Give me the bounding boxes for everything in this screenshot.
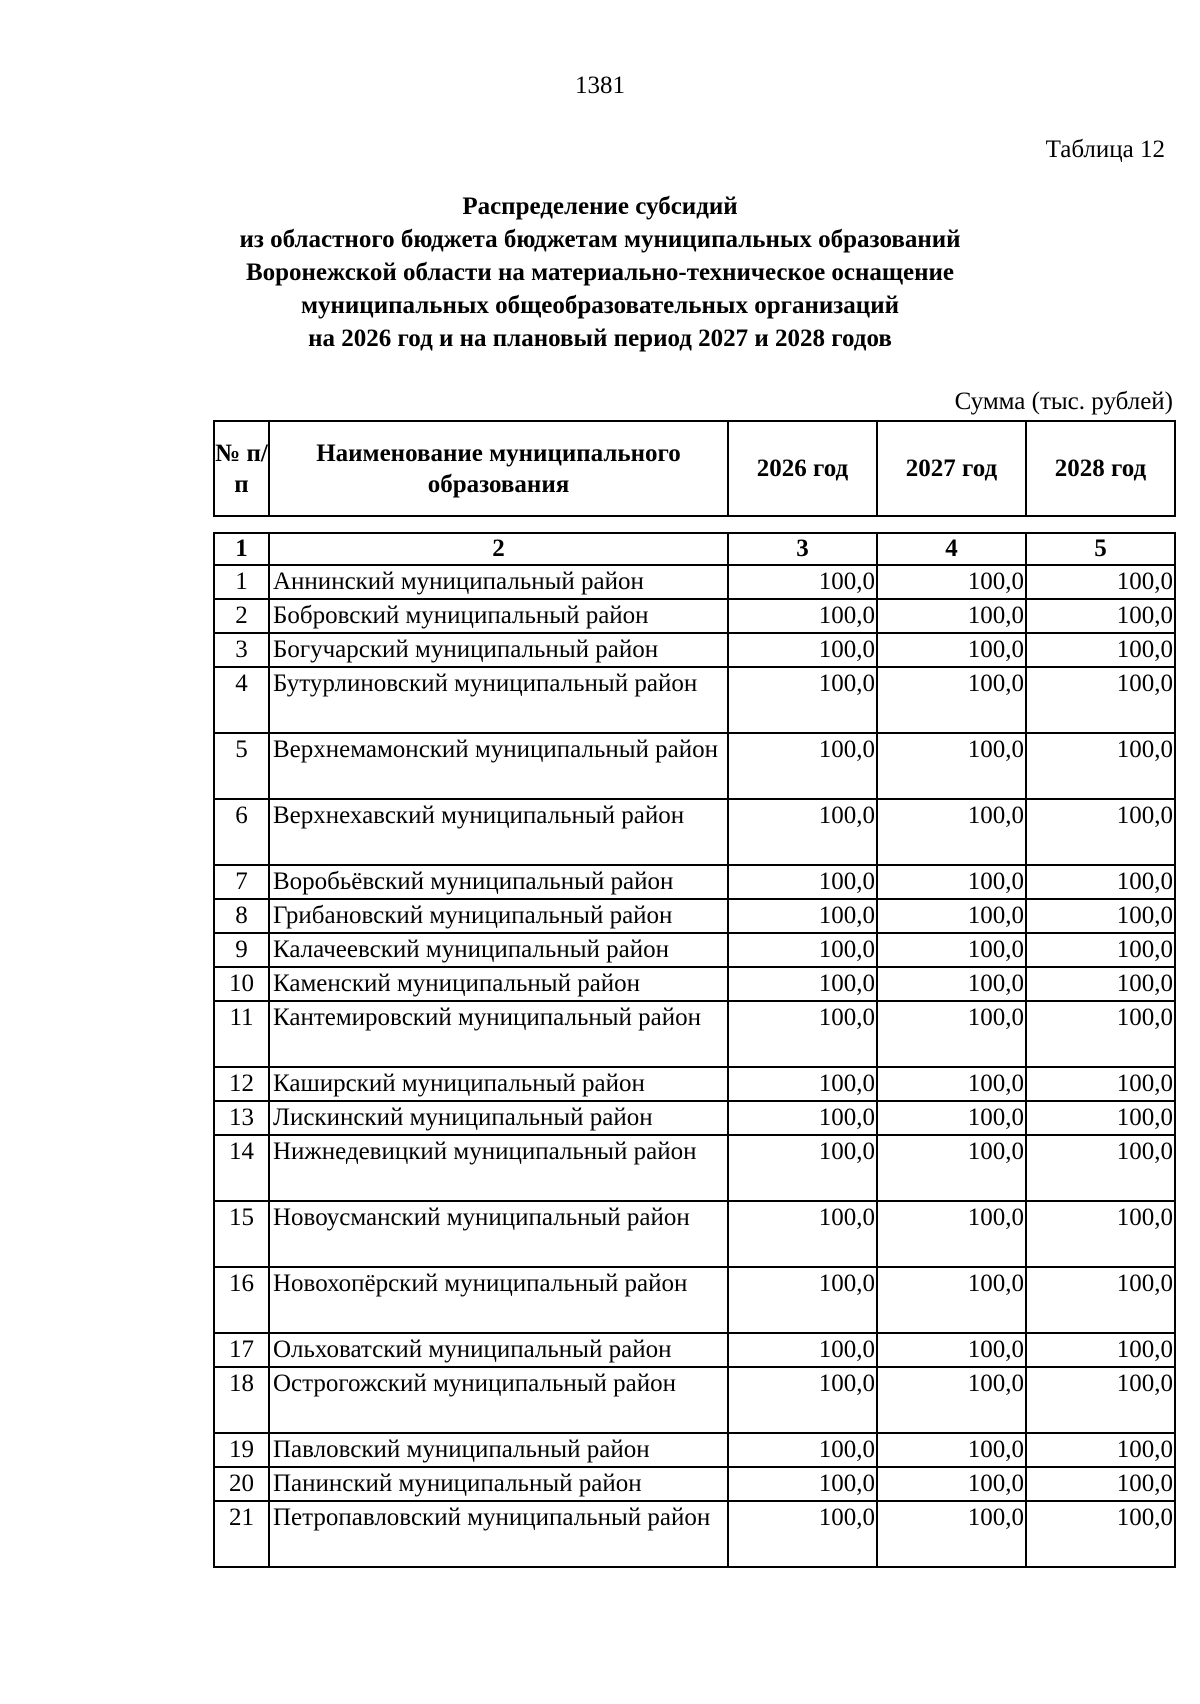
table-row <box>214 1333 1175 1367</box>
table-row <box>214 799 1175 865</box>
row-number: 21 <box>214 1501 269 1567</box>
municipality-name: Ольховатский муниципальный район <box>269 1333 728 1367</box>
row-number: 1 <box>214 565 269 599</box>
amount-2027: 100,0 <box>877 799 1026 865</box>
amount-2027: 100,0 <box>877 667 1026 733</box>
column-number: 2 <box>269 533 728 565</box>
amount-2028: 100,0 <box>1026 1135 1175 1201</box>
header-row <box>214 421 1175 516</box>
amount-2028: 100,0 <box>1026 1101 1175 1135</box>
header-num: № п/п <box>214 421 269 516</box>
amount-2028: 100,0 <box>1026 1001 1175 1067</box>
amount-2026: 100,0 <box>728 967 877 1001</box>
amount-2026: 100,0 <box>728 1501 877 1567</box>
amount-2027: 100,0 <box>877 1333 1026 1367</box>
municipality-name: Аннинский муниципальный район <box>269 565 728 599</box>
title-line: Распределение субсидий <box>462 193 738 220</box>
municipality-name: Лискинский муниципальный район <box>269 1101 728 1135</box>
amount-2027: 100,0 <box>877 1135 1026 1201</box>
amount-2027: 100,0 <box>877 933 1026 967</box>
amount-2026: 100,0 <box>728 1433 877 1467</box>
amount-2026: 100,0 <box>728 733 877 799</box>
amount-2027: 100,0 <box>877 899 1026 933</box>
amount-2026: 100,0 <box>728 599 877 633</box>
amount-2026: 100,0 <box>728 1367 877 1433</box>
row-number: 5 <box>214 733 269 799</box>
table-row <box>214 865 1175 899</box>
title-line: муниципальных общеобразовательных организаций <box>300 292 900 319</box>
amount-2026: 100,0 <box>728 1135 877 1201</box>
amount-2027: 100,0 <box>877 967 1026 1001</box>
row-number: 14 <box>214 1135 269 1201</box>
municipality-name: Петропавловский муниципальный район <box>269 1501 728 1567</box>
municipality-name: Калачеевский муниципальный район <box>269 933 728 967</box>
amount-2028: 100,0 <box>1026 1201 1175 1267</box>
amount-2027: 100,0 <box>877 1001 1026 1067</box>
municipality-name: Грибановский муниципальный район <box>269 899 728 933</box>
table-row <box>214 1201 1175 1267</box>
municipality-name: Каширский муниципальный район <box>269 1067 728 1101</box>
amount-2027: 100,0 <box>877 1201 1026 1267</box>
amount-2027: 100,0 <box>877 1433 1026 1467</box>
table-row <box>214 967 1175 1001</box>
document-title <box>150 190 1050 355</box>
amount-2026: 100,0 <box>728 667 877 733</box>
data-table <box>213 532 1176 1568</box>
table-row <box>214 1467 1175 1501</box>
row-number: 8 <box>214 899 269 933</box>
amount-2026: 100,0 <box>728 1333 877 1367</box>
amount-2028: 100,0 <box>1026 667 1175 733</box>
page-number: 1381 <box>575 72 625 99</box>
municipality-name: Панинский муниципальный район <box>269 1467 728 1501</box>
row-number: 18 <box>214 1367 269 1433</box>
amount-2028: 100,0 <box>1026 565 1175 599</box>
column-number: 1 <box>214 533 269 565</box>
amount-2028: 100,0 <box>1026 599 1175 633</box>
row-number: 7 <box>214 865 269 899</box>
amount-2026: 100,0 <box>728 1101 877 1135</box>
municipality-name: Новохопёрский муниципальный район <box>269 1267 728 1333</box>
amount-2028: 100,0 <box>1026 865 1175 899</box>
municipality-name: Богучарский муниципальный район <box>269 633 728 667</box>
row-number: 16 <box>214 1267 269 1333</box>
table-row <box>214 667 1175 733</box>
municipality-name: Бобровский муниципальный район <box>269 599 728 633</box>
amount-2026: 100,0 <box>728 799 877 865</box>
amount-2028: 100,0 <box>1026 733 1175 799</box>
amount-2028: 100,0 <box>1026 633 1175 667</box>
amount-2028: 100,0 <box>1026 1367 1175 1433</box>
row-number: 11 <box>214 1001 269 1067</box>
amount-2028: 100,0 <box>1026 799 1175 865</box>
table-row <box>214 1367 1175 1433</box>
amount-2026: 100,0 <box>728 1001 877 1067</box>
amount-2028: 100,0 <box>1026 1067 1175 1101</box>
municipality-name: Нижнедевицкий муниципальный район <box>269 1135 728 1201</box>
table-row <box>214 565 1175 599</box>
amount-2026: 100,0 <box>728 565 877 599</box>
amount-2027: 100,0 <box>877 865 1026 899</box>
amount-2028: 100,0 <box>1026 1433 1175 1467</box>
amount-2027: 100,0 <box>877 1467 1026 1501</box>
amount-2027: 100,0 <box>877 565 1026 599</box>
table-header <box>213 420 1176 517</box>
table-row <box>214 1067 1175 1101</box>
table-label: Таблица 12 <box>1045 136 1165 163</box>
table-row <box>214 633 1175 667</box>
row-number: 20 <box>214 1467 269 1501</box>
amount-2026: 100,0 <box>728 933 877 967</box>
column-number: 4 <box>877 533 1026 565</box>
amount-2027: 100,0 <box>877 733 1026 799</box>
row-number: 10 <box>214 967 269 1001</box>
title-line: Воронежской области на материально-техническое оснащение <box>245 259 955 286</box>
amount-2027: 100,0 <box>877 1067 1026 1101</box>
table-body <box>214 533 1175 1567</box>
amount-2027: 100,0 <box>877 1501 1026 1567</box>
header-2028: 2028 год <box>1026 421 1175 516</box>
municipality-name: Кантемировский муниципальный район <box>269 1001 728 1067</box>
amount-2026: 100,0 <box>728 633 877 667</box>
municipality-name: Каменский муниципальный район <box>269 967 728 1001</box>
row-number: 19 <box>214 1433 269 1467</box>
amount-2026: 100,0 <box>728 1201 877 1267</box>
amount-2027: 100,0 <box>877 1101 1026 1135</box>
municipality-name: Павловский муниципальный район <box>269 1433 728 1467</box>
table-row <box>214 1135 1175 1201</box>
table-row <box>214 899 1175 933</box>
row-number: 4 <box>214 667 269 733</box>
table-row <box>214 1433 1175 1467</box>
table-row <box>214 1101 1175 1135</box>
column-number: 5 <box>1026 533 1175 565</box>
row-number: 13 <box>214 1101 269 1135</box>
table-row <box>214 933 1175 967</box>
row-number: 2 <box>214 599 269 633</box>
municipality-name: Новоусманский муниципальный район <box>269 1201 728 1267</box>
units-label: Сумма (тыс. рублей) <box>954 388 1173 415</box>
row-number: 15 <box>214 1201 269 1267</box>
table-row <box>214 733 1175 799</box>
row-number: 9 <box>214 933 269 967</box>
amount-2028: 100,0 <box>1026 1267 1175 1333</box>
amount-2028: 100,0 <box>1026 1501 1175 1567</box>
amount-2027: 100,0 <box>877 1267 1026 1333</box>
header-name: Наименование муниципального образования <box>269 421 728 516</box>
table-row <box>214 599 1175 633</box>
title-line: из областного бюджета бюджетам муниципальных образований <box>239 226 961 253</box>
amount-2027: 100,0 <box>877 633 1026 667</box>
amount-2027: 100,0 <box>877 599 1026 633</box>
table-row <box>214 1267 1175 1333</box>
amount-2026: 100,0 <box>728 1467 877 1501</box>
header-2027: 2027 год <box>877 421 1026 516</box>
table-row <box>214 1001 1175 1067</box>
amount-2026: 100,0 <box>728 1267 877 1333</box>
row-number: 12 <box>214 1067 269 1101</box>
row-number: 3 <box>214 633 269 667</box>
amount-2026: 100,0 <box>728 865 877 899</box>
amount-2028: 100,0 <box>1026 933 1175 967</box>
amount-2028: 100,0 <box>1026 1333 1175 1367</box>
row-number: 17 <box>214 1333 269 1367</box>
header-2026: 2026 год <box>728 421 877 516</box>
row-number: 6 <box>214 799 269 865</box>
municipality-name: Верхнехавский муниципальный район <box>269 799 728 865</box>
column-number: 3 <box>728 533 877 565</box>
municipality-name: Воробьёвский муниципальный район <box>269 865 728 899</box>
municipality-name: Верхнемамонский муниципальный район <box>269 733 728 799</box>
municipality-name: Бутурлиновский муниципальный район <box>269 667 728 733</box>
amount-2028: 100,0 <box>1026 899 1175 933</box>
amount-2028: 100,0 <box>1026 1467 1175 1501</box>
title-line: на 2026 год и на плановый период 2027 и 2028 годов <box>308 325 892 352</box>
amount-2028: 100,0 <box>1026 967 1175 1001</box>
municipality-name: Острогожский муниципальный район <box>269 1367 728 1433</box>
column-numbers-row <box>214 533 1175 565</box>
table-row <box>214 1501 1175 1567</box>
amount-2027: 100,0 <box>877 1367 1026 1433</box>
amount-2026: 100,0 <box>728 899 877 933</box>
amount-2026: 100,0 <box>728 1067 877 1101</box>
